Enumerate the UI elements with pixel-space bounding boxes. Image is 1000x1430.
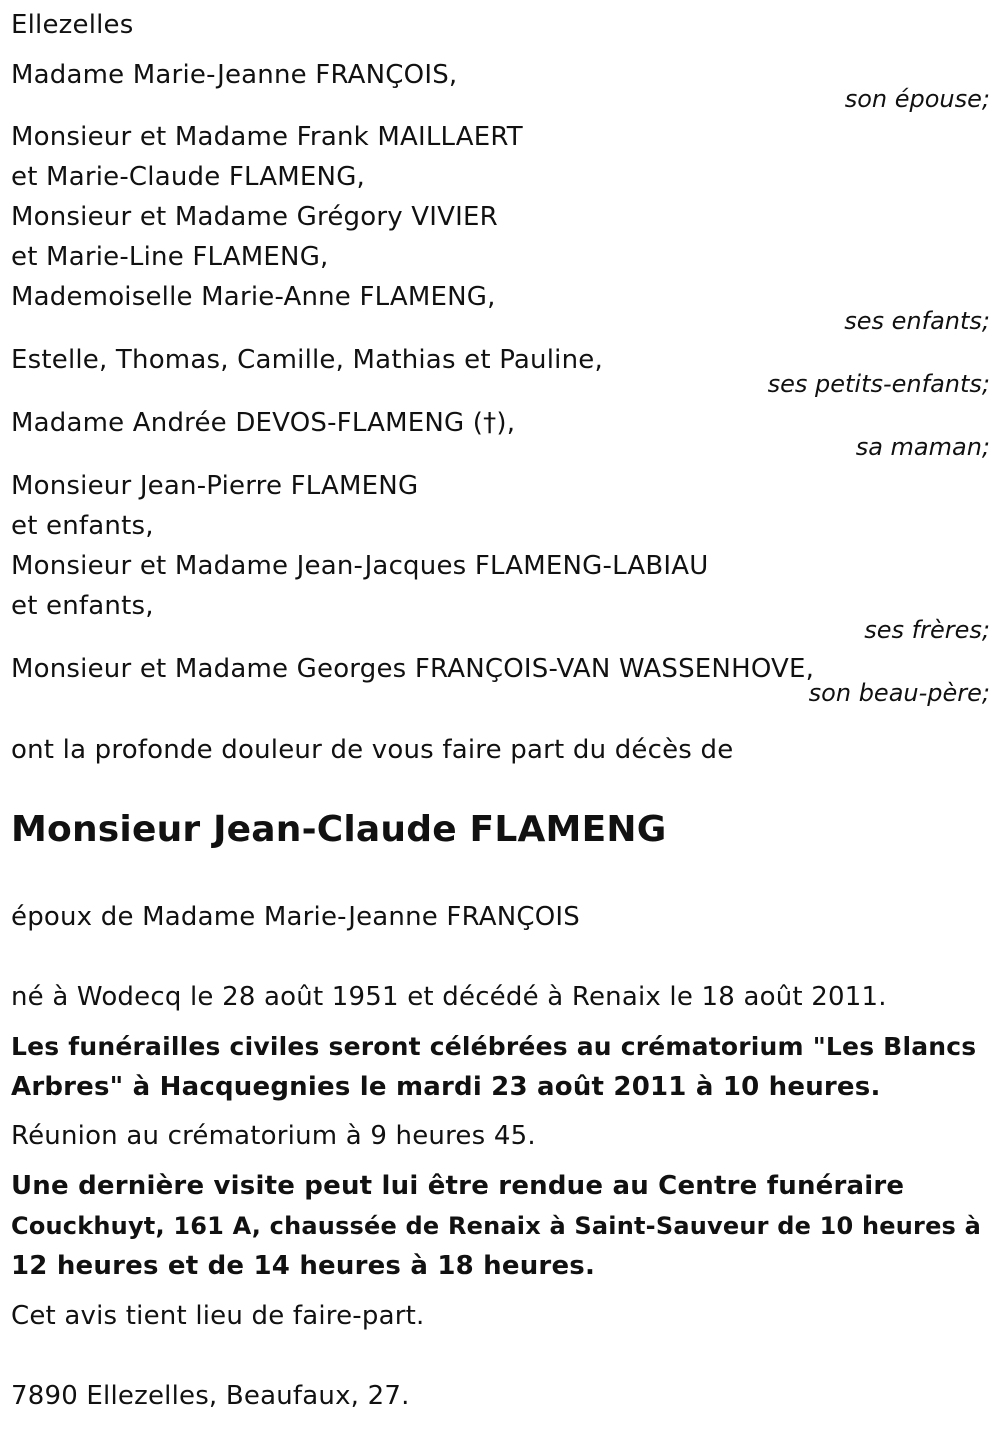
child-line-4: et Marie-Line FLAMENG, [11, 242, 329, 272]
spouse-name: Madame Marie-Jeanne FRANÇOIS, [11, 60, 458, 90]
deceased-name: Monsieur Jean-Claude FLAMENG [11, 809, 667, 850]
address: 7890 Ellezelles, Beaufaux, 27. [11, 1381, 410, 1411]
place: Ellezelles [11, 10, 134, 40]
child-line-3: Monsieur et Madame Grégory VIVIER [11, 202, 498, 232]
father-in-law-relation: son beau-père; [808, 679, 990, 707]
born-died: né à Wodecq le 28 août 1951 et décédé à Renaix le 18 août 2011. [11, 982, 887, 1012]
brother-line-4: et enfants, [11, 591, 154, 621]
spouse-relation: son épouse; [844, 85, 990, 113]
grandchildren-relation: ses petits-enfants; [767, 370, 990, 398]
notice: Cet avis tient lieu de faire-part. [11, 1301, 425, 1331]
mother-name: Madame Andrée DEVOS-FLAMENG (†), [11, 408, 516, 438]
funeral-line-1: Les funérailles civiles seront célébrées au crématorium "Les Blancs [11, 1032, 977, 1061]
visit-line-3: 12 heures et de 14 heures à 18 heures. [11, 1251, 596, 1281]
funeral-line-2: Arbres" à Hacquegnies le mardi 23 août 2011 à 10 heures. [11, 1072, 881, 1102]
mother-relation: sa maman; [855, 433, 990, 461]
visit-line-2: Couckhuyt, 161 A, chaussée de Renaix à Saint-Sauveur de 10 heures à [11, 1212, 981, 1240]
visit-line-1: Une dernière visite peut lui être rendue au Centre funéraire [11, 1171, 905, 1201]
announcement: ont la profonde douleur de vous faire part du décès de [11, 735, 734, 765]
children-relation: ses enfants; [844, 307, 990, 335]
brothers-relation: ses frères; [864, 616, 990, 644]
father-in-law-name: Monsieur et Madame Georges FRANÇOIS-VAN WASSENHOVE, [11, 654, 815, 684]
child-line-5: Mademoiselle Marie-Anne FLAMENG, [11, 282, 496, 312]
brother-line-3: Monsieur et Madame Jean-Jacques FLAMENG-LABIAU [11, 551, 709, 581]
child-line-1: Monsieur et Madame Frank MAILLAERT [11, 122, 523, 152]
meeting: Réunion au crématorium à 9 heures 45. [11, 1121, 536, 1151]
spouse-of: époux de Madame Marie-Jeanne FRANÇOIS [11, 902, 581, 932]
brother-line-2: et enfants, [11, 511, 154, 541]
brother-line-1: Monsieur Jean-Pierre FLAMENG [11, 471, 419, 501]
child-line-2: et Marie-Claude FLAMENG, [11, 162, 366, 192]
grandchildren-names: Estelle, Thomas, Camille, Mathias et Pauline, [11, 345, 603, 375]
